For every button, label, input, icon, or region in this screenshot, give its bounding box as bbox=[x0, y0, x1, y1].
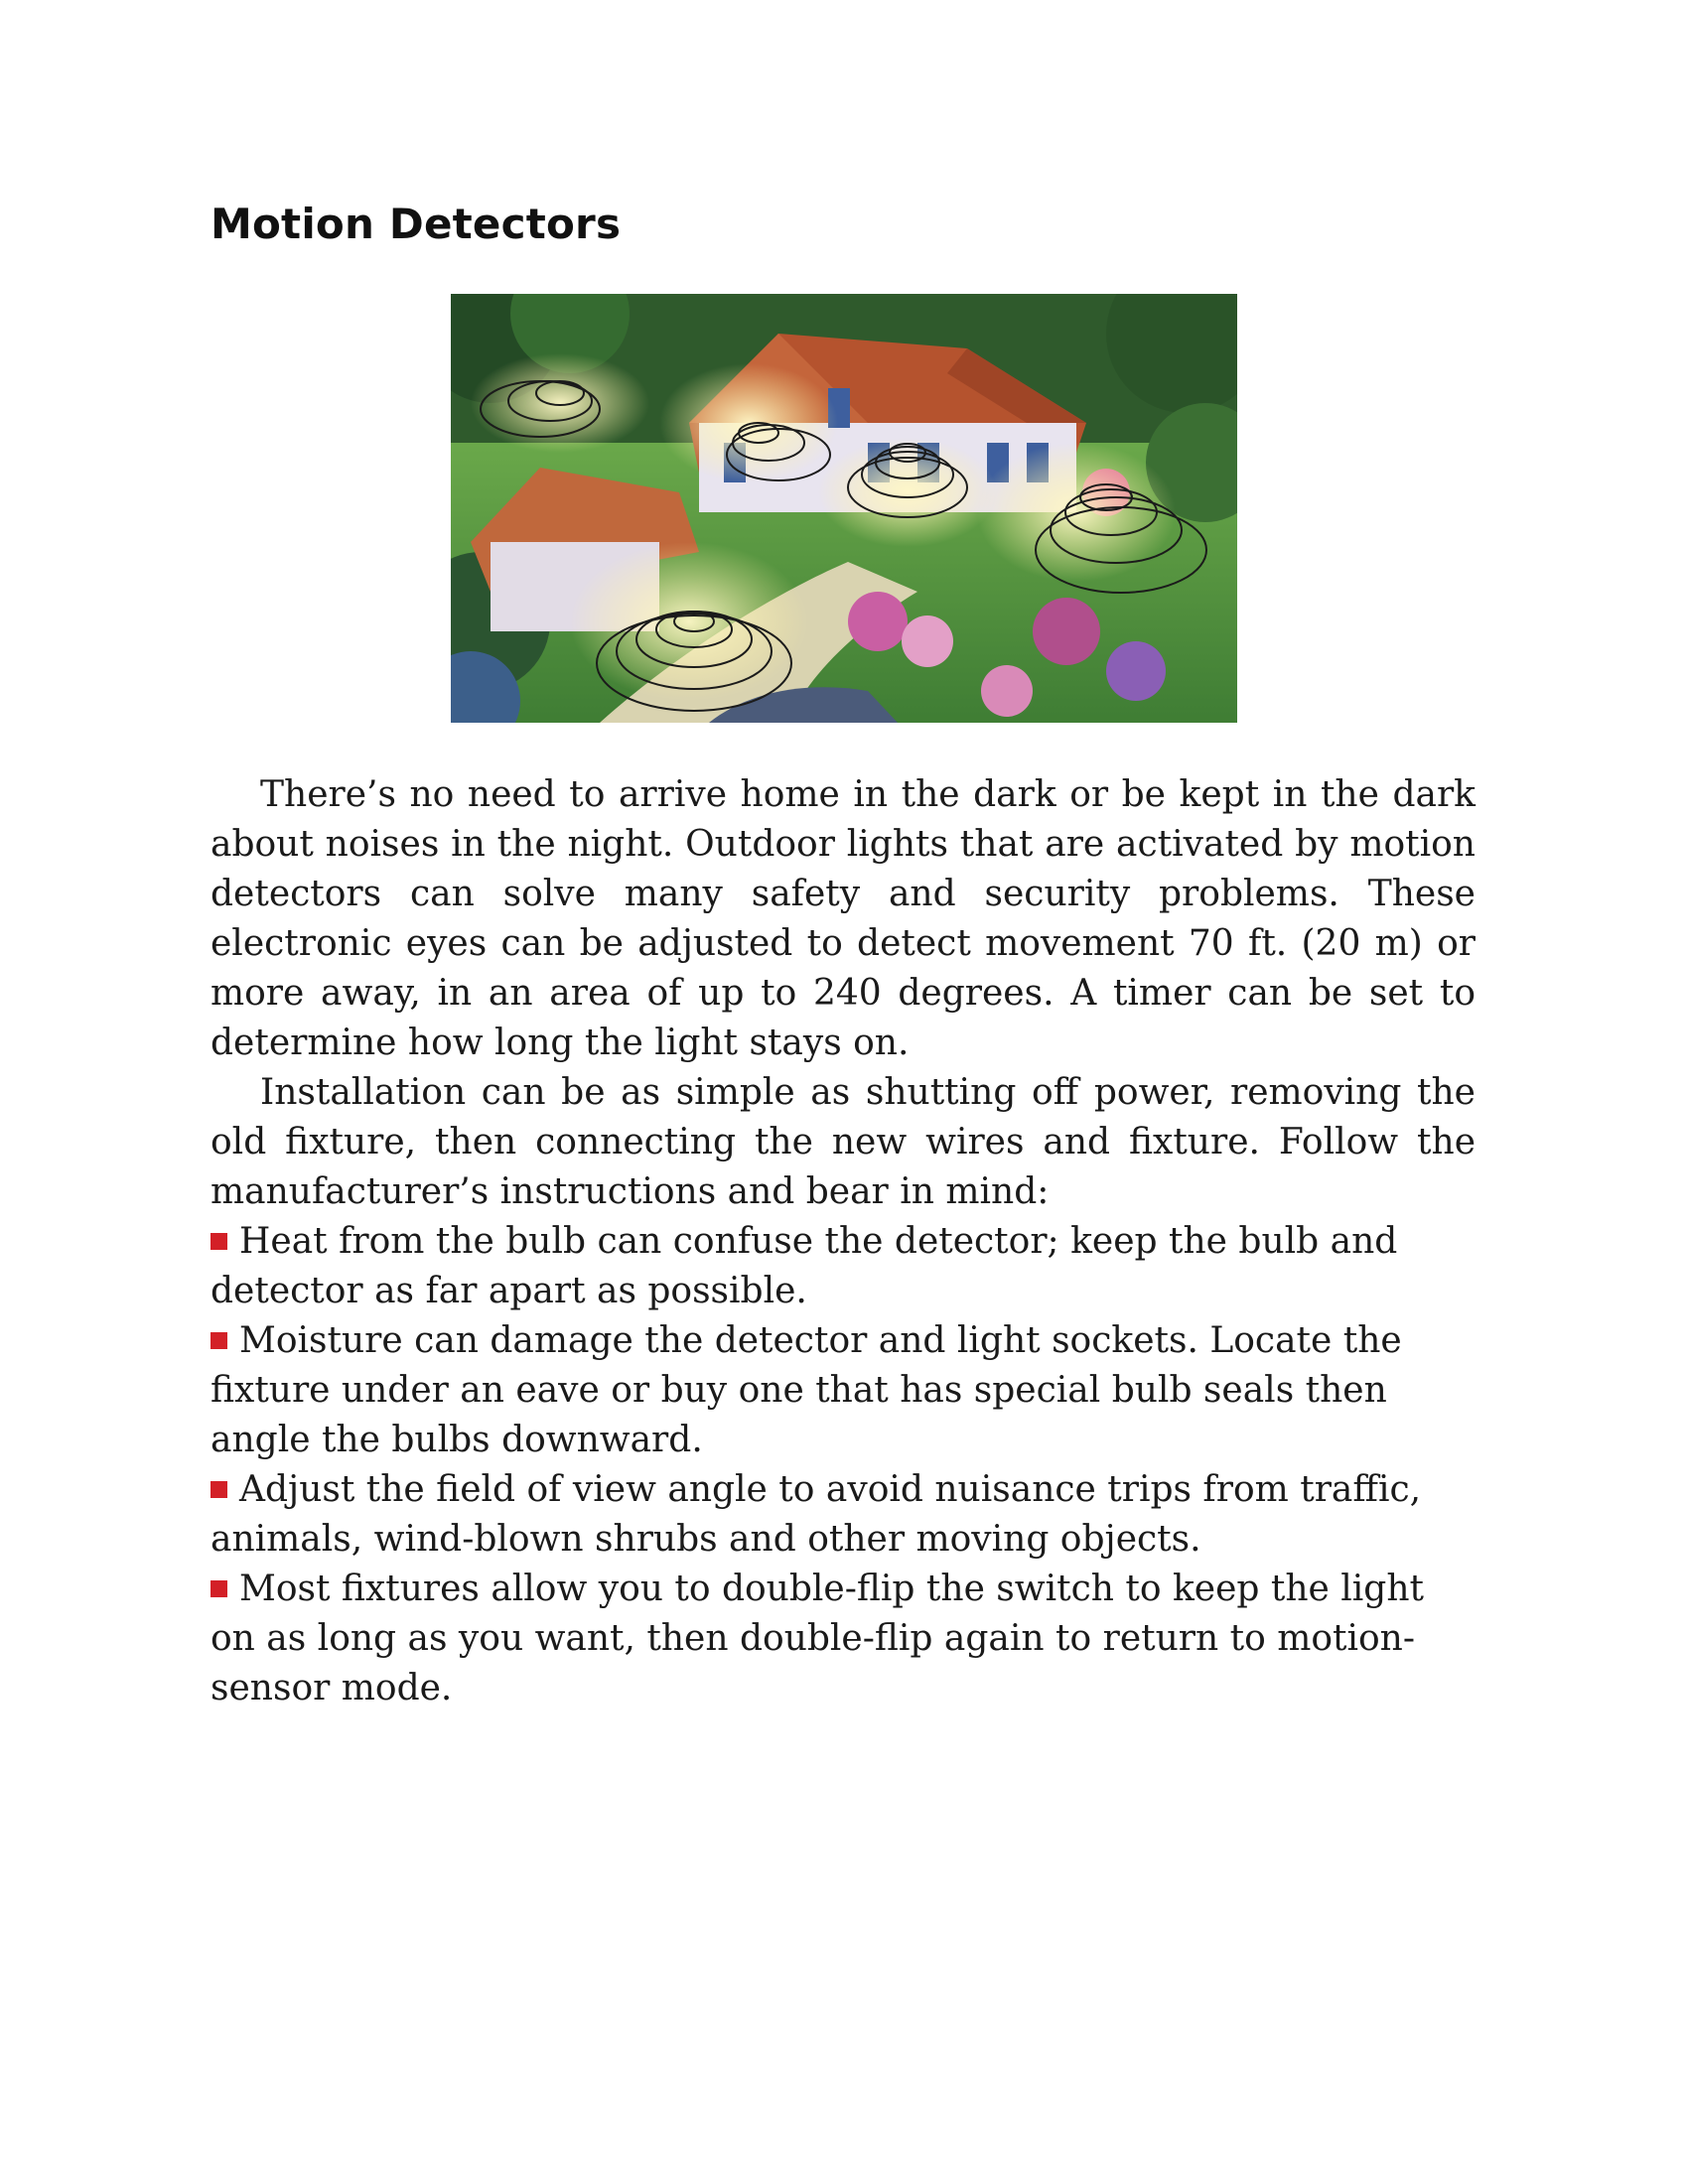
page-title: Motion Detectors bbox=[211, 200, 622, 248]
bullet-text: Moisture can damage the detector and light sockets. Locate the fixture under an eave or buy one that has special bulb seals then angle the bulbs downward. bbox=[211, 1320, 1402, 1460]
bullet-square-icon bbox=[211, 1481, 227, 1498]
bullet-item-4 bbox=[211, 1565, 1476, 1713]
bullet-item-3 bbox=[211, 1465, 1476, 1565]
house-motion-detector-illustration bbox=[451, 294, 1237, 723]
bullet-square-icon bbox=[211, 1580, 227, 1597]
bullet-item-2 bbox=[211, 1316, 1476, 1465]
bullet-text: Heat from the bulb can confuse the detector; keep the bulb and detector as far apart as possible. bbox=[211, 1221, 1398, 1311]
page bbox=[211, 195, 1476, 1708]
bullet-text: Adjust the field of view angle to avoid nuisance trips from traffic, animals, wind-blown shrubs and other moving objects. bbox=[211, 1469, 1422, 1560]
bullet-text: Most fixtures allow you to double-flip the switch to keep the light on as long as you want, then double-flip again to return to motion-sensor mode. bbox=[211, 1569, 1424, 1708]
bullet-square-icon bbox=[211, 1233, 227, 1250]
bullet-item-1 bbox=[211, 1217, 1476, 1316]
article-body bbox=[211, 770, 1476, 1713]
paragraph-1: There’s no need to arrive home in the dark or be kept in the dark about noises in the night. Outdoor lights that are activated by motion detectors can solve many safety and security problems. These electronic eyes can be adjusted to detect movement 70 ft. (20 m) or more away, in an area of up to 240 degrees. A timer can be set to determine how long the light stays on. bbox=[211, 774, 1476, 1063]
paragraph-2: Installation can be as simple as shutting off power, removing the old fixture, then connecting the new wires and fixture. Follow the manufacturer’s instructions and bear in mind: bbox=[211, 1072, 1476, 1212]
bullet-square-icon bbox=[211, 1332, 227, 1349]
